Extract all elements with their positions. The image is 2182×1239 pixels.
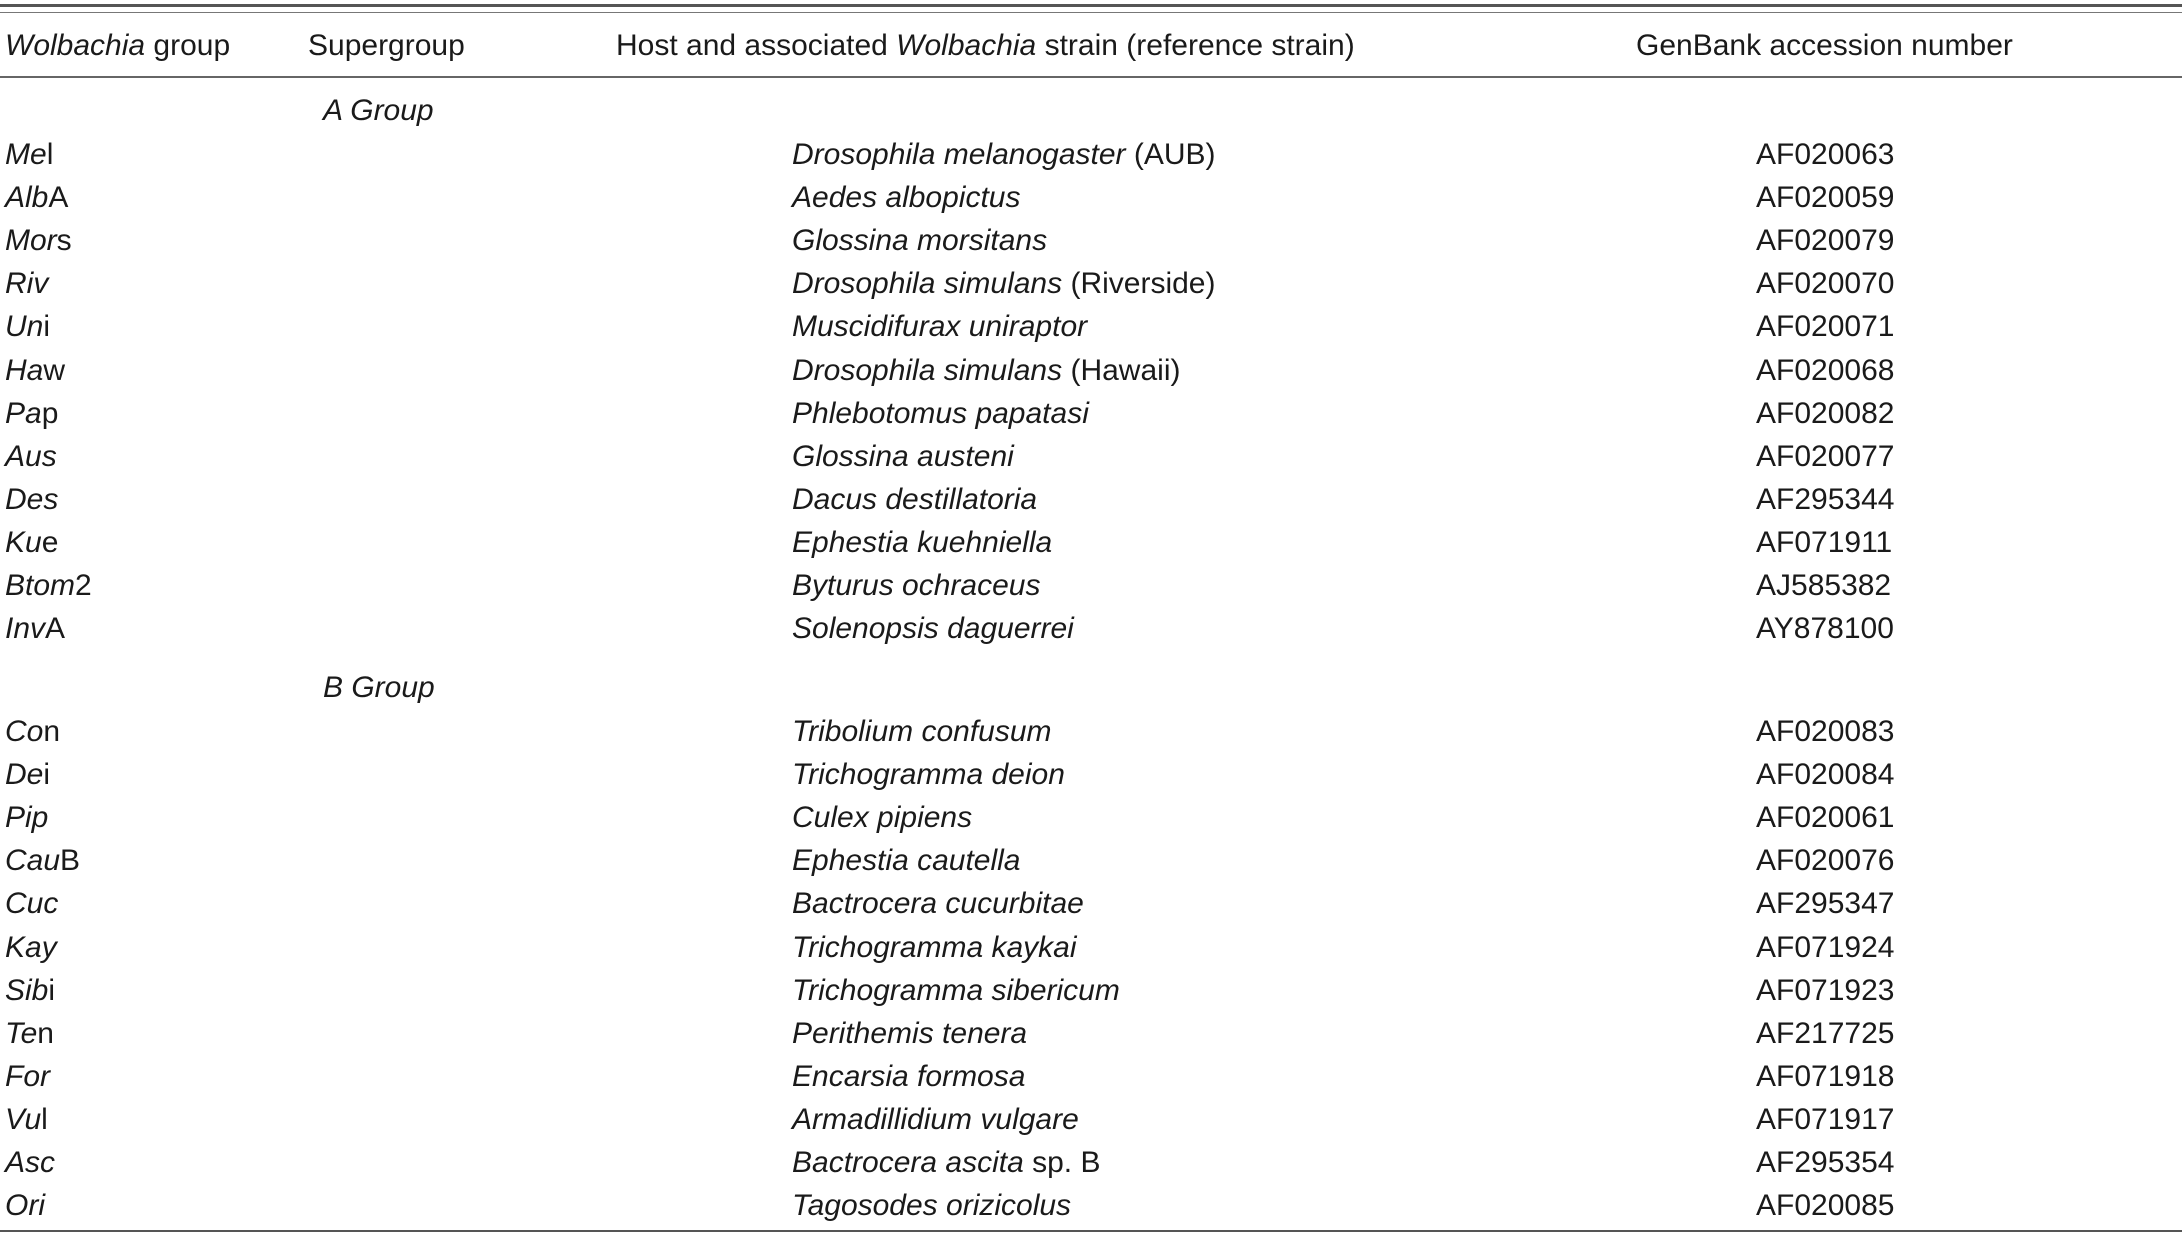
wolbachia-group-cell: For — [5, 1060, 50, 1093]
host-strain-cell: Ephestia cautella — [792, 844, 1021, 877]
wolbachia-group-cell: Btom2 — [5, 569, 92, 602]
supergroup-title: A Group — [323, 94, 434, 127]
table-row — [0, 611, 2182, 654]
table-bottom-rule — [0, 1230, 2182, 1232]
wolbachia-group-cell: AlbA — [5, 181, 69, 214]
table-row — [0, 439, 2182, 482]
host-strain-cell: Trichogramma kaykai — [792, 931, 1077, 964]
host-strain-cell: Byturus ochraceus — [792, 569, 1041, 602]
header-wolbachia-group: Wolbachia group — [5, 29, 231, 62]
wolbachia-group-cell: Mel — [5, 138, 54, 171]
table-row — [0, 309, 2182, 352]
genbank-accession-cell: AF020082 — [1756, 397, 1895, 430]
wolbachia-group-cell: Ori — [5, 1189, 45, 1222]
host-strain-cell: Bactrocera ascita sp. B — [792, 1146, 1101, 1179]
table-row — [0, 1145, 2182, 1188]
wolbachia-group-cell: Asc — [5, 1146, 56, 1179]
table-row — [0, 482, 2182, 525]
wolbachia-group-cell: Pap — [5, 397, 59, 430]
host-strain-cell: Trichogramma deion — [792, 758, 1065, 791]
genbank-accession-cell: AF020061 — [1756, 801, 1895, 834]
wolbachia-group-cell: Dei — [5, 758, 51, 791]
genbank-accession-cell: AF071924 — [1756, 931, 1895, 964]
table-row — [0, 137, 2182, 180]
wolbachia-group-cell: InvA — [5, 612, 66, 645]
genbank-accession-cell: AF020079 — [1756, 224, 1895, 257]
genbank-accession-cell: AF020076 — [1756, 844, 1895, 877]
host-strain-cell: Aedes albopictus — [792, 181, 1021, 214]
wolbachia-group-cell: Cuc — [5, 887, 59, 920]
wolbachia-group-cell: CauB — [5, 844, 81, 877]
host-strain-cell: Trichogramma sibericum — [792, 974, 1120, 1007]
host-strain-cell: Culex pipiens — [792, 801, 973, 834]
supergroup-title: B Group — [323, 671, 435, 704]
genbank-accession-cell: AF020083 — [1756, 715, 1895, 748]
wolbachia-group-cell: Sibi — [5, 974, 56, 1007]
table-row — [0, 757, 2182, 800]
host-strain-cell: Glossina morsitans — [792, 224, 1048, 257]
table-row — [0, 973, 2182, 1016]
table-row — [0, 930, 2182, 973]
table-row — [0, 1059, 2182, 1102]
table-row — [0, 223, 2182, 266]
genbank-accession-cell: AF020077 — [1756, 440, 1895, 473]
table-row — [0, 525, 2182, 568]
genbank-accession-cell: AF020070 — [1756, 267, 1895, 300]
wolbachia-group-cell: Kue — [5, 526, 59, 559]
table-row — [0, 396, 2182, 439]
host-strain-cell: Phlebotomus papatasi — [792, 397, 1089, 430]
host-strain-cell: Muscidifurax uniraptor — [792, 310, 1088, 343]
genbank-accession-cell: AF295344 — [1756, 483, 1895, 516]
genbank-accession-cell: AF020071 — [1756, 310, 1895, 343]
host-strain-cell: Tagosodes orizicolus — [792, 1189, 1072, 1222]
table-row — [0, 180, 2182, 223]
wolbachia-group-cell: Vul — [5, 1103, 48, 1136]
wolbachia-group-cell: Con — [5, 715, 61, 748]
wolbachia-group-cell: Pip — [5, 801, 49, 834]
host-strain-cell: Drosophila simulans (Riverside) — [792, 267, 1216, 300]
wolbachia-group-cell: Riv — [5, 267, 49, 300]
wolbachia-group-cell: Des — [5, 483, 59, 516]
host-strain-cell: Tribolium confusum — [792, 715, 1052, 748]
table-row — [0, 1188, 2182, 1231]
genbank-accession-cell: AF020063 — [1756, 138, 1895, 171]
table-row — [0, 353, 2182, 396]
genbank-accession-cell: AF071917 — [1756, 1103, 1895, 1136]
table-row — [0, 266, 2182, 309]
table-row — [0, 843, 2182, 886]
host-strain-cell: Dacus destillatoria — [792, 483, 1038, 516]
table-row — [0, 714, 2182, 757]
genbank-accession-cell: AF295347 — [1756, 887, 1895, 920]
host-strain-cell: Perithemis tenera — [792, 1017, 1028, 1050]
genbank-accession-cell: AF071918 — [1756, 1060, 1895, 1093]
host-strain-cell: Ephestia kuehniella — [792, 526, 1053, 559]
host-strain-cell: Encarsia formosa — [792, 1060, 1026, 1093]
wolbachia-group-cell: Aus — [5, 440, 57, 473]
wolbachia-group-cell: Uni — [5, 310, 51, 343]
wolbachia-group-cell: Haw — [5, 354, 66, 387]
table-top-rule-thin — [0, 12, 2182, 13]
genbank-accession-cell: AF071923 — [1756, 974, 1895, 1007]
genbank-accession-cell: AF020059 — [1756, 181, 1895, 214]
table-row — [0, 568, 2182, 611]
host-strain-cell: Drosophila simulans (Hawaii) — [792, 354, 1181, 387]
table-row — [0, 1016, 2182, 1059]
table-row — [0, 886, 2182, 929]
genbank-accession-cell: AF020068 — [1756, 354, 1895, 387]
host-strain-cell: Glossina austeni — [792, 440, 1014, 473]
genbank-accession-cell: AF217725 — [1756, 1017, 1895, 1050]
genbank-accession-cell: AF295354 — [1756, 1146, 1895, 1179]
header-bottom-rule — [0, 76, 2182, 78]
header-host-strain: Host and associated Wolbachia strain (reference strain) — [616, 29, 1355, 62]
table-row — [0, 800, 2182, 843]
wolbachia-group-cell: Ten — [5, 1017, 54, 1050]
header-genbank-accession: GenBank accession number — [1636, 29, 2013, 62]
host-strain-cell: Armadillidium vulgare — [792, 1103, 1079, 1136]
genbank-accession-cell: AF020085 — [1756, 1189, 1895, 1222]
host-strain-cell: Solenopsis daguerrei — [792, 612, 1074, 645]
host-strain-cell: Bactrocera cucurbitae — [792, 887, 1084, 920]
host-strain-cell: Drosophila melanogaster (AUB) — [792, 138, 1216, 171]
table-row — [0, 1102, 2182, 1145]
header-supergroup: Supergroup — [308, 29, 465, 62]
genbank-accession-cell: AJ585382 — [1756, 569, 1892, 602]
genbank-accession-cell: AY878100 — [1756, 612, 1894, 645]
wolbachia-group-cell: Mors — [5, 224, 72, 257]
genbank-accession-cell: AF020084 — [1756, 758, 1895, 791]
genbank-accession-cell: AF071911 — [1756, 526, 1893, 559]
table-top-rule — [0, 4, 2182, 7]
wolbachia-group-cell: Kay — [5, 931, 57, 964]
